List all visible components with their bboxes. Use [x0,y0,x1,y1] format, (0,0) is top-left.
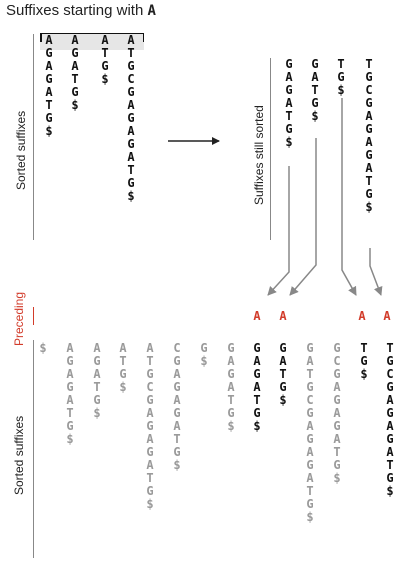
suffix-character: G [365,122,373,136]
suffix-character: A [227,380,235,394]
suffix-character: A [66,367,74,381]
suffix-character: A [127,98,135,112]
suffix-character: G [173,406,181,420]
suffix-character: A [386,445,394,459]
suffix-character: T [285,109,293,123]
suffix-character: A [285,96,293,110]
suffix-character: $ [333,471,341,485]
shift-arrow-3 [342,98,356,295]
suffix-character: G [71,46,79,60]
suffix-character: A [45,33,53,47]
suffix-character: G [365,96,373,110]
suffix-character: G [173,354,181,368]
suffix-character: G [127,85,135,99]
suffix-character: $ [279,393,287,407]
suffix-character: A [146,341,154,355]
suffix-character: A [333,432,341,446]
suffix-character: G [253,341,261,355]
suffix-character: A [173,367,181,381]
suffix-character: T [279,367,287,381]
suffix-character: G [311,57,319,71]
suffix-character: $ [146,497,154,511]
suffix-character: G [306,458,314,472]
sorted-suffixes-bottom-label: Sorted suffixes [12,415,26,495]
suffix-character: G [173,380,181,394]
suffix-character: A [306,354,314,368]
suffix-character: G [66,380,74,394]
suffix-character: T [337,57,345,71]
suffix-character: T [306,367,314,381]
suffix-character: A [306,419,314,433]
suffix-character: $ [173,458,181,472]
suffix-character: G [333,341,341,355]
suffix-character: $ [285,135,293,149]
suffix-character: G [127,176,135,190]
suffix-character: G [333,393,341,407]
suffix-character: G [285,83,293,97]
suffix-character: G [200,341,208,355]
suffix-character: G [333,458,341,472]
suffix-character: G [333,419,341,433]
suffix-character: G [386,471,394,485]
suffix-character: A [386,393,394,407]
suffix-character: C [173,341,181,355]
suffix-character: T [253,393,261,407]
suffix-character: G [127,59,135,73]
suffix-character: G [386,406,394,420]
suffix-character: $ [227,419,235,433]
suffix-character: T [227,393,235,407]
suffix-character: T [173,432,181,446]
suffix-character: A [279,309,287,323]
suffix-character: T [360,341,368,355]
suffix-character: G [306,380,314,394]
suffix-character: $ [200,354,208,368]
suffix-character: G [253,406,261,420]
suffix-character: A [45,85,53,99]
suffix-character: G [279,380,287,394]
suffix-character: A [119,341,127,355]
sorted-suffixes-top-label: Sorted suffixes [14,110,28,190]
suffix-character: A [45,59,53,73]
suffix-character: G [146,367,154,381]
suffix-character: A [146,406,154,420]
suffix-character: T [386,341,394,355]
suffix-character: T [146,354,154,368]
shift-arrow-4 [370,248,381,295]
suffix-character: A [173,419,181,433]
shift-arrow-2 [290,138,316,295]
suffix-character: G [285,122,293,136]
suffix-character: A [306,471,314,485]
suffix-character: $ [360,367,368,381]
suffix-character: C [333,354,341,368]
suffix-character: $ [337,83,345,97]
suffix-character: A [253,309,261,323]
suffix-character: C [146,380,154,394]
suffix-character: G [146,484,154,498]
suffix-character: A [306,445,314,459]
suffix-character: T [365,174,373,188]
suffix-character: G [146,393,154,407]
suffix-character: G [127,137,135,151]
suffix-character: $ [311,109,319,123]
suffix-character: A [311,70,319,84]
suffix-character: T [127,163,135,177]
suffix-character: T [146,471,154,485]
suffix-character: T [66,406,74,420]
suffix-character: G [365,148,373,162]
suffix-character: G [227,367,235,381]
suffix-character: $ [71,98,79,112]
suffix-character: C [127,72,135,86]
suffix-character: A [173,393,181,407]
suffix-character: T [386,458,394,472]
suffix-character: G [45,111,53,125]
suffix-character: A [127,33,135,47]
suffix-character: $ [66,432,74,446]
suffix-character: G [45,46,53,60]
suffix-character: T [306,484,314,498]
suffix-character: G [386,354,394,368]
suffix-character: A [146,458,154,472]
title-symbol: A [147,3,156,19]
suffix-character: G [365,70,373,84]
suffix-character: A [279,354,287,368]
suffix-character: A [253,380,261,394]
suffix-character: G [306,497,314,511]
suffixes-still-sorted-label: Suffixes still sorted [252,105,266,205]
suffix-character: G [119,367,127,381]
suffix-character: $ [306,510,314,524]
suffix-character: G [311,96,319,110]
suffix-character: G [66,354,74,368]
suffix-character: G [386,380,394,394]
suffix-character: G [146,419,154,433]
suffix-character: A [383,309,391,323]
suffix-character: G [227,406,235,420]
suffix-character: C [386,367,394,381]
suffix-character: $ [101,72,109,86]
suffix-character: $ [119,380,127,394]
suffix-character: T [127,46,135,60]
suffix-character: G [306,432,314,446]
suffix-character: A [386,419,394,433]
suffix-character: G [285,57,293,71]
suffix-character: G [386,432,394,446]
suffix-character: A [333,380,341,394]
suffix-character: A [127,124,135,138]
suffix-character: T [333,445,341,459]
suffix-character: A [358,309,366,323]
suffix-character: $ [386,484,394,498]
suffix-character: G [333,367,341,381]
suffix-character: $ [45,124,53,138]
suffix-character: A [365,135,373,149]
shift-arrow-1 [268,166,289,295]
suffix-character: A [66,393,74,407]
title-text: Suffixes starting with [6,2,148,19]
suffix-character: G [279,341,287,355]
suffix-character: A [146,432,154,446]
suffix-character: $ [93,406,101,420]
suffix-character: G [306,406,314,420]
suffix-character: A [71,33,79,47]
suffix-character: G [127,111,135,125]
suffix-character: G [337,70,345,84]
suffix-character: T [311,83,319,97]
suffix-character: A [93,367,101,381]
suffix-character: A [127,150,135,164]
suffix-character: A [101,33,109,47]
suffix-character: G [365,187,373,201]
suffix-character: A [227,354,235,368]
suffix-character: T [101,46,109,60]
suffix-character: G [146,445,154,459]
suffix-character: A [285,70,293,84]
suffix-character: T [45,98,53,112]
suffix-character: G [360,354,368,368]
suffix-character: A [253,354,261,368]
suffix-character: G [101,59,109,73]
suffix-character: A [66,341,74,355]
suffix-character: G [93,354,101,368]
suffix-character: $ [253,419,261,433]
suffix-character: G [253,367,261,381]
suffix-character: $ [39,341,47,355]
suffix-character: $ [127,189,135,203]
suffix-character: G [227,341,235,355]
suffix-character: G [71,85,79,99]
suffix-character: G [306,341,314,355]
suffix-character: A [365,109,373,123]
suffix-character: T [365,57,373,71]
suffix-character: T [71,72,79,86]
preceding-label: Preceding [12,291,26,346]
suffix-character: A [93,341,101,355]
suffix-character: $ [365,200,373,214]
suffix-character: G [45,72,53,86]
suffix-character: T [119,354,127,368]
suffix-character: G [173,445,181,459]
suffix-character: A [365,161,373,175]
suffix-character: C [306,393,314,407]
suffix-character: A [333,406,341,420]
suffix-character: G [66,419,74,433]
suffix-character: T [93,380,101,394]
suffix-character: C [365,83,373,97]
suffix-character: A [71,59,79,73]
suffix-character: G [93,393,101,407]
